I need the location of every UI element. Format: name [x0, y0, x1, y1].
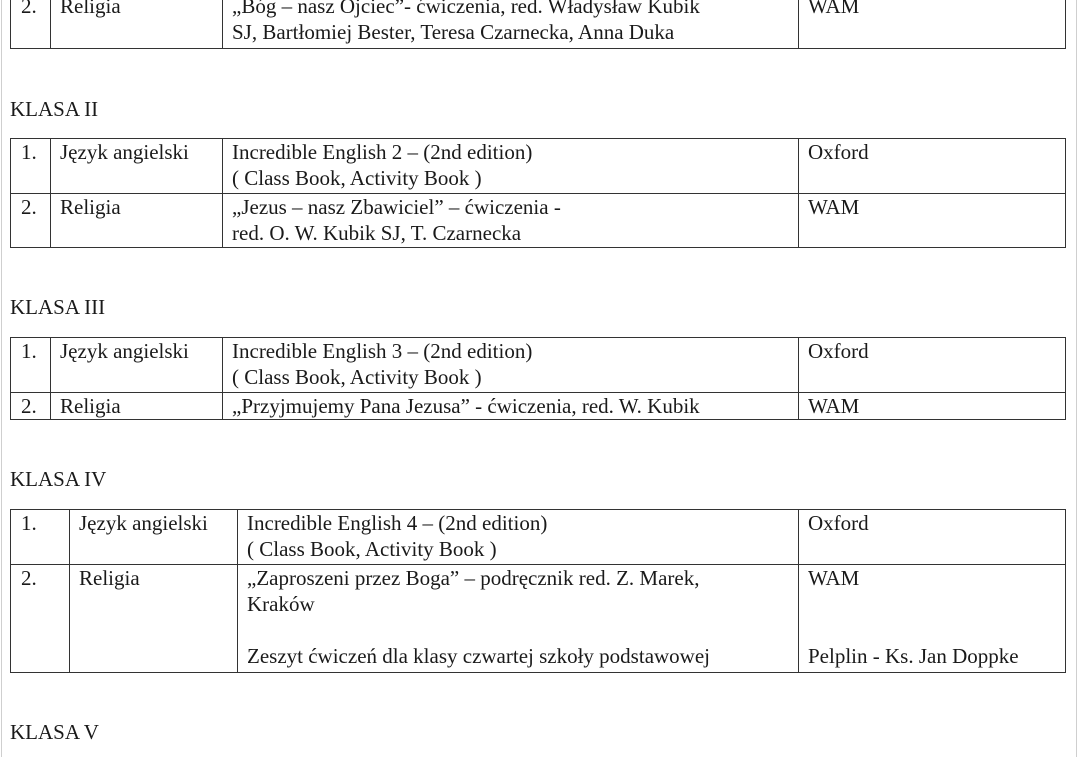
book-cell	[223, 0, 799, 49]
book-cell	[238, 565, 799, 673]
subject-cell: Religia	[51, 194, 223, 248]
subject-cell: Język angielski	[51, 139, 223, 194]
book-line: Kraków	[247, 592, 315, 616]
book-cell	[223, 194, 799, 248]
book-cell	[223, 139, 799, 194]
row-number: 2.	[11, 565, 70, 673]
subject-cell: Religia	[51, 393, 223, 420]
subject-cell: Religia	[70, 565, 238, 673]
book-line: Incredible English 2 – (2nd edition)	[232, 140, 533, 164]
publisher-line-extra: Pelplin - Ks. Jan Doppke	[808, 644, 1019, 668]
section-heading-klasa-iii: KLASA III	[10, 295, 106, 319]
subject-cell: Religia	[51, 0, 223, 49]
page-edge-left	[1, 0, 2, 757]
publisher-cell: Oxford	[799, 338, 1066, 393]
table-row	[11, 0, 1066, 49]
table-row	[11, 194, 1066, 248]
section-heading-klasa-v: KLASA V	[10, 720, 99, 744]
book-line-extra: Zeszyt ćwiczeń dla klasy czwartej szkoły podstawowej	[247, 644, 710, 668]
book-line: „Bóg – nasz Ojciec”- ćwiczenia, red. Władysław Kubik	[232, 0, 700, 18]
publisher-cell	[799, 565, 1066, 673]
book-cell	[238, 510, 799, 565]
spacer	[247, 617, 789, 643]
table-row	[11, 510, 1066, 565]
publisher-cell: WAM	[799, 0, 1066, 49]
publisher-cell: WAM	[799, 194, 1066, 248]
table-row	[11, 393, 1066, 420]
book-line: Incredible English 3 – (2nd edition)	[232, 339, 533, 363]
row-number: 2.	[11, 393, 51, 420]
table-row	[11, 565, 1066, 673]
table-row	[11, 338, 1066, 393]
book-cell	[223, 338, 799, 393]
table-row	[11, 139, 1066, 194]
row-number: 2.	[11, 194, 51, 248]
book-line: Incredible English 4 – (2nd edition)	[247, 511, 548, 535]
book-line: SJ, Bartłomiej Bester, Teresa Czarnecka, Anna Duka	[232, 20, 675, 44]
row-number: 2.	[11, 0, 51, 49]
book-cell	[223, 393, 799, 420]
book-line: red. O. W. Kubik SJ, T. Czarnecka	[232, 221, 522, 245]
subject-cell: Język angielski	[70, 510, 238, 565]
book-line: „Przyjmujemy Pana Jezusa” - ćwiczenia, red. W. Kubik	[232, 394, 700, 418]
book-line: ( Class Book, Activity Book )	[232, 365, 482, 389]
publisher-line: WAM	[808, 566, 860, 590]
spacer	[808, 591, 1056, 617]
book-line: „Zaproszeni przez Boga” – podręcznik red. Z. Marek,	[247, 566, 700, 590]
section-heading-klasa-iv: KLASA IV	[10, 467, 107, 491]
book-line: ( Class Book, Activity Book )	[247, 537, 497, 561]
page-edge-right	[1076, 0, 1077, 757]
row-number: 1.	[11, 338, 51, 393]
row-number: 1.	[11, 139, 51, 194]
book-line: „Jezus – nasz Zbawiciel” – ćwiczenia -	[232, 195, 561, 219]
section-heading-klasa-ii: KLASA II	[10, 97, 99, 121]
subject-cell: Język angielski	[51, 338, 223, 393]
row-number: 1.	[11, 510, 70, 565]
book-line: ( Class Book, Activity Book )	[232, 166, 482, 190]
publisher-cell: WAM	[799, 393, 1066, 420]
book-table-klasa-iii	[10, 337, 1066, 420]
book-table-klasa-iv	[10, 509, 1066, 673]
publisher-cell: Oxford	[799, 510, 1066, 565]
spacer	[808, 617, 1056, 643]
publisher-cell: Oxford	[799, 139, 1066, 194]
book-table-klasa-i	[10, 0, 1066, 49]
book-table-klasa-ii	[10, 138, 1066, 248]
